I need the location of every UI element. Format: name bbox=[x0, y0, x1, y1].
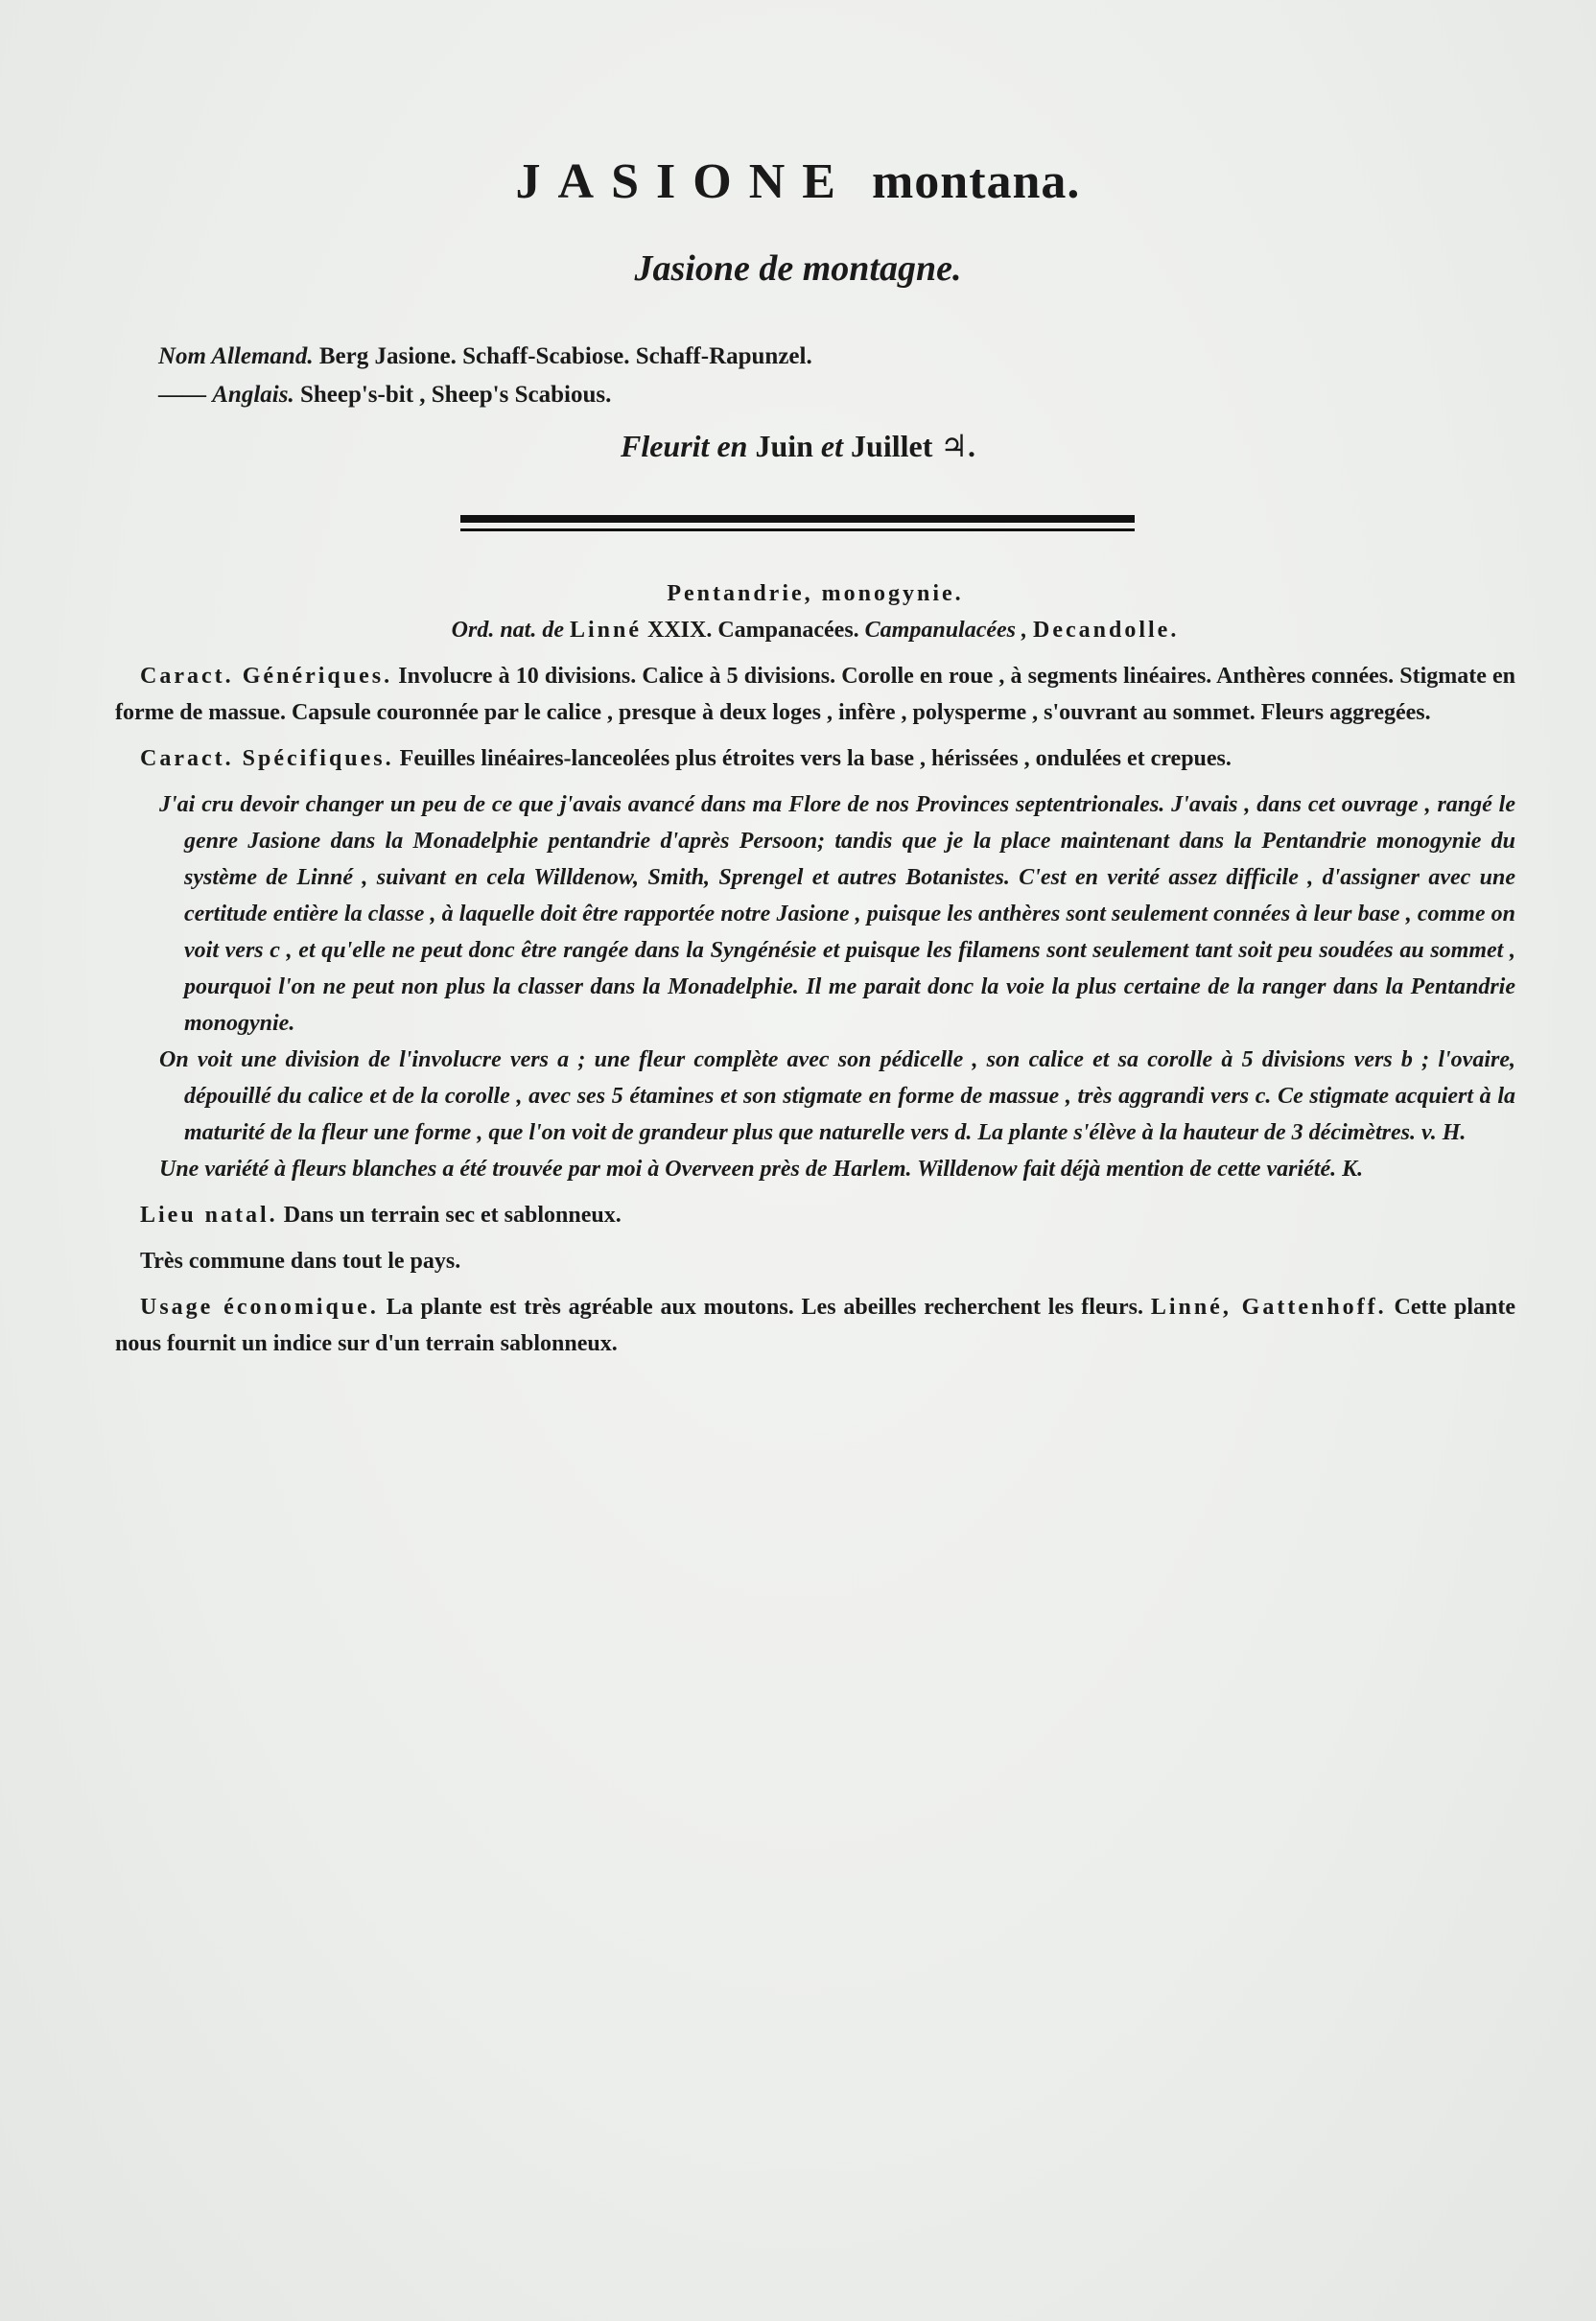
generic-text: Involucre à 10 divisions. Calice à 5 divisions. Corolle en roue , à segments linéaires. Anthères connées. Stigmate en forme de massue. Capsule couronnée par le calice , presque à deux loges , infère , polysperme , s'ouvrant au sommet. Fleurs aggregées. bbox=[115, 664, 1515, 725]
english-label: Anglais. bbox=[212, 382, 294, 408]
linne-name: Linné bbox=[569, 618, 643, 643]
divider-thick bbox=[460, 515, 1135, 523]
habitat-text: Dans un terrain sec et sablonneux. bbox=[283, 1203, 622, 1228]
vernacular-names bbox=[158, 338, 812, 414]
english-names-line bbox=[158, 376, 812, 414]
german-names: Berg Jasione. Schaff-Scabiose. Schaff-Rapunzel. bbox=[318, 343, 812, 369]
flowering-month-2: Juillet bbox=[851, 429, 933, 463]
habitat-label: Lieu natal. bbox=[140, 1203, 278, 1228]
usage-label: Usage économique. bbox=[140, 1295, 379, 1320]
frequency: Très commune dans tout le pays. bbox=[140, 1249, 461, 1274]
observation-paragraph: Une variété à fleurs blanches a été trouvée par moi à Overveen près de Harlem. Willdenow fait déjà mention de cette variété. K. bbox=[159, 1157, 1364, 1182]
page-title bbox=[0, 153, 1596, 210]
ord-value: XXIX. Campanacées. bbox=[647, 618, 859, 643]
english-names: Sheep's-bit , Sheep's Scabious. bbox=[299, 382, 612, 408]
specific-text: Feuilles linéaires-lanceolées plus étroites vers la base , hérissées , ondulées et crepues. bbox=[399, 746, 1232, 771]
species-name: montana. bbox=[871, 154, 1081, 209]
usage-text-2: Cette plante nous fournit un indice sur d'un terrain sablonneux. bbox=[115, 1295, 1515, 1356]
genus-name: JASIONE bbox=[515, 154, 853, 209]
generic-characters bbox=[115, 658, 1515, 731]
usage-authors: Linné, Gattenhoff. bbox=[1150, 1295, 1387, 1320]
economic-usage bbox=[115, 1289, 1515, 1362]
perennial-symbol: ♃. bbox=[940, 429, 976, 463]
ord-label: Ord. nat. de bbox=[451, 618, 564, 643]
description-body bbox=[115, 575, 1515, 1362]
campanulacees: Campanulacées , bbox=[864, 618, 1028, 643]
flowering-month-1: Juin bbox=[755, 429, 813, 463]
flowering-prefix: Fleurit en bbox=[620, 429, 748, 463]
linnean-class: Pentandrie, monogynie. bbox=[667, 581, 964, 606]
german-label: Nom Allemand. bbox=[158, 343, 314, 369]
french-name: Jasione de montagne. bbox=[634, 248, 962, 289]
decandolle: Decandolle. bbox=[1033, 618, 1180, 643]
natural-order bbox=[115, 612, 1515, 648]
dash: —— bbox=[158, 382, 206, 408]
observation-paragraph: J'ai cru devoir changer un peu de ce que j'avais avancé dans ma Flore de nos Provinces septentrionales. J'avais , dans cet ouvrage , rangé le genre Jasione dans la Monadelphie pentandrie d'après Persoon; tandis que je la place maintenant dans la Pentandrie monogynie du système de Linné , suivant en cela Willdenow, Smith, Sprengel et autres Botanistes. C'est en verité assez difficile , d'assigner avec une certitude entière la classe , à laquelle doit être rapportée notre Jasione , puisque les anthères sont seulement connées à leur base , comme on voit vers c , et qu'elle ne peut donc être rangée dans la Syngénésie et puisque les filamens sont seulement tant soit peu soudées au sommet , pourquoi l'on ne peut non plus la classer dans la Monadelphie. Il me parait donc la voie la plus certaine de la ranger dans la Pentandrie monogynie. bbox=[159, 792, 1515, 1036]
flowering-period bbox=[0, 428, 1596, 464]
observation-paragraph: On voit une division de l'involucre vers a ; une fleur complète avec son pédicelle , son calice et sa corolle à 5 divisions vers b ; l'ovaire, dépouillé du calice et de la corolle , avec ses 5 étamines et son stigmate en forme de massue , très aggrandi vers c. Ce stigmate acquiert à la maturité de la fleur une forme , que l'on voit de grandeur plus que naturelle vers d. La plante s'élève à la hauteur de 3 décimètres. v. H. bbox=[159, 1047, 1515, 1145]
habitat bbox=[115, 1197, 1515, 1233]
flowering-conj: et bbox=[820, 429, 844, 463]
generic-label: Caract. Génériques. bbox=[140, 664, 393, 689]
divider-thin bbox=[460, 528, 1135, 531]
usage-text: La plante est très agréable aux moutons. Les abeilles recherchent les fleurs. bbox=[386, 1295, 1143, 1320]
specific-characters bbox=[115, 740, 1515, 777]
german-names-line bbox=[158, 338, 812, 376]
specific-label: Caract. Spécifiques. bbox=[140, 746, 394, 771]
